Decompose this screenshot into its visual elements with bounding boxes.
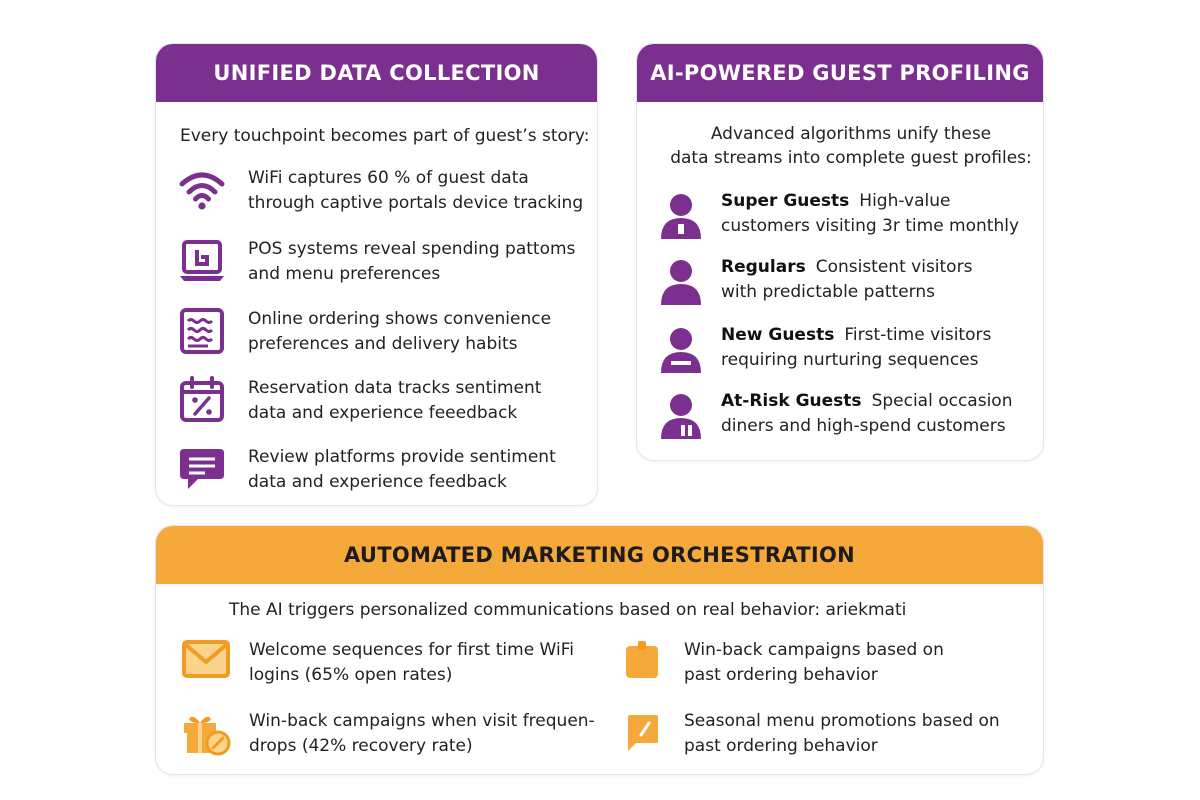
item-text: Reservation data tracks sentiment (248, 378, 542, 398)
card-title: UNIFIED DATA COLLECTION (156, 44, 597, 102)
person-icon (657, 325, 705, 375)
profile-item (657, 323, 991, 375)
chat-bubble-icon (178, 445, 226, 493)
profile-desc: with predictable patterns (721, 282, 935, 302)
profile-item (657, 255, 972, 307)
list-item (178, 307, 551, 357)
item-text: Welcome sequences for first time WiFi (249, 640, 574, 660)
item-text: data and experience feedback (248, 472, 507, 492)
card-intro: The AI triggers personalized communications based on real behavior: ariekmati (229, 600, 907, 620)
profile-name: New Guests (721, 325, 835, 345)
list-item (181, 709, 595, 759)
profile-name: Regulars (721, 257, 806, 277)
card-intro: Advanced algorithms unify these (710, 124, 992, 144)
card-title: AI-POWERED GUEST PROFILING (637, 44, 1043, 102)
list-item (181, 638, 574, 688)
item-text: POS systems reveal spending pattoms (248, 239, 576, 259)
profile-name: At-Risk Guests (721, 391, 862, 411)
item-text: Win-back campaigns based on (684, 640, 944, 660)
list-item (178, 237, 575, 287)
profile-desc: Special occasion (871, 391, 1013, 411)
order-list-icon (178, 307, 226, 355)
list-item (622, 709, 1000, 759)
person-icon (657, 191, 705, 241)
item-text: past ordering behavior (684, 736, 878, 756)
profile-desc: requiring nurturing sequences (721, 350, 979, 370)
profile-desc: diners and high-spend customers (721, 416, 1006, 436)
profile-name: Super Guests (721, 191, 850, 211)
item-text: logins (65% open rates) (249, 665, 453, 685)
person-icon (657, 257, 705, 307)
item-text: Seasonal menu promotions based on (684, 711, 1000, 731)
item-text: Review platforms provide sentiment (248, 447, 556, 467)
wifi-icon (178, 166, 226, 214)
tag-icon (622, 638, 670, 686)
item-text: Win-back campaigns when visit frequen- (249, 711, 595, 731)
list-item (178, 376, 541, 426)
card-intro: Every touchpoint becomes part of guest’s story: (180, 126, 590, 146)
guest-profiling-card (636, 43, 1044, 461)
person-icon (657, 391, 705, 441)
list-item (622, 638, 944, 688)
list-item (178, 166, 583, 216)
profile-desc: customers visiting 3r time monthly (721, 216, 1020, 236)
profile-item (657, 189, 1019, 241)
item-text: preferences and delivery habits (248, 334, 518, 354)
item-text: data and experience feeedback (248, 403, 518, 423)
item-text: through captive portals device tracking (248, 193, 584, 213)
unified-data-collection-card (155, 43, 598, 506)
card-title: AUTOMATED MARKETING ORCHESTRATION (156, 526, 1043, 584)
profile-desc: First-time visitors (844, 325, 992, 345)
calendar-percent-icon (178, 376, 226, 424)
profile-item (657, 389, 1013, 441)
profile-desc: Consistent visitors (815, 257, 973, 277)
profile-desc: High-value (859, 191, 951, 211)
item-text: and menu preferences (248, 264, 441, 284)
marketing-orchestration-card (155, 525, 1044, 775)
card-intro: data streams into complete guest profiles: (670, 148, 1032, 168)
laptop-icon (178, 237, 226, 285)
item-text: Online ordering shows convenience (248, 309, 552, 329)
list-item (178, 445, 556, 495)
item-text: drops (42% recovery rate) (249, 736, 473, 756)
item-text: WiFi captures 60 % of guest data (248, 168, 529, 188)
envelope-icon (181, 638, 229, 686)
item-text: past ordering behavior (684, 665, 878, 685)
gift-percent-icon (181, 709, 229, 757)
note-icon (622, 709, 670, 757)
